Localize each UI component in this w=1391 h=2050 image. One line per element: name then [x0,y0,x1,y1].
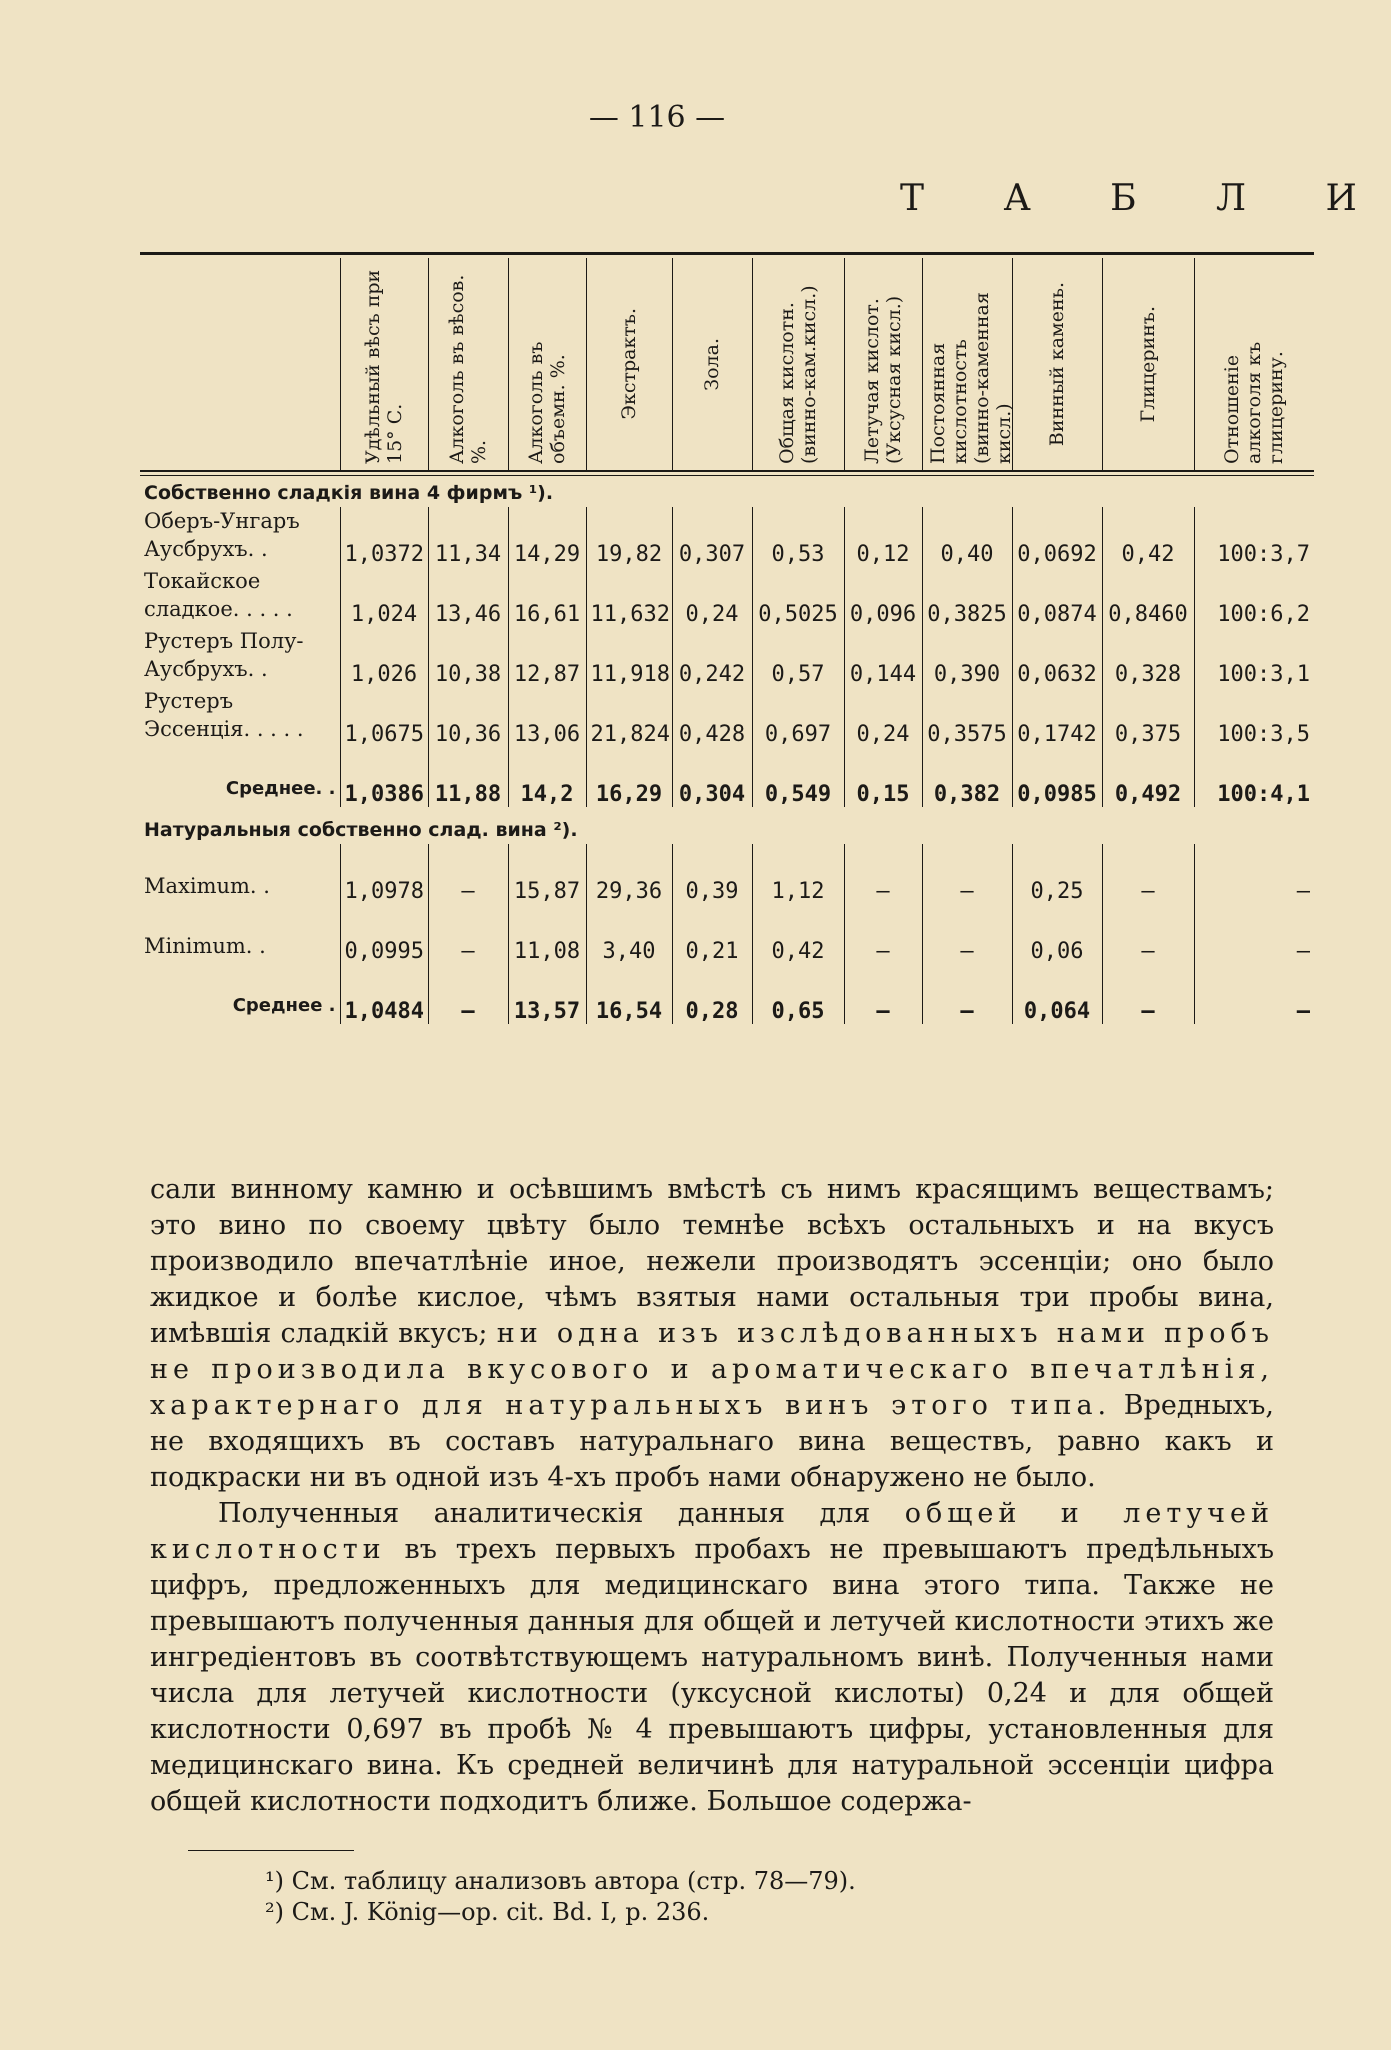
table-cell: 0,5025 [752,567,844,627]
header-label: Постоянная кислотность (винно-каменная кисл.) [926,292,1015,464]
table-cell: 0,06 [1012,904,1102,964]
table-cell: 0,0692 [1012,507,1102,567]
table-cell: — [428,844,508,904]
table-cell: 0,382 [922,747,1012,807]
table-row [140,904,1314,964]
analysis-table [140,258,1314,1024]
row-label: Рустеръ Эссенція. . . . . [144,689,304,741]
page-number: — 116 — [588,100,726,135]
table-cell: — [1194,844,1314,904]
table-cell: 0,375 [1102,687,1194,747]
table-cell: 11,918 [586,627,672,687]
section-2-label: Натуральныя собственно слад. вина ²). [144,819,578,841]
table-cell: — [922,964,1012,1024]
section-1-label: Собственно сладкія вина 4 фирмъ ¹). [144,482,554,504]
table-cell: 0,8460 [1102,567,1194,627]
table-cell: 14,2 [508,747,586,807]
paragraph-1-text-b: Вредныхъ, не входящихъ въ составъ натуральнаго вина веществъ, равно какъ и подкраски ни въ одной изъ 4-хъ пробъ нами обнаружено не было. [150,1390,1274,1493]
row-label: Среднее . [232,995,336,1016]
table-cell: 14,29 [508,507,586,567]
table-cell: 29,36 [586,844,672,904]
header-label: Алкоголь въ объемн. %. [525,341,569,464]
table-cell: — [844,844,922,904]
table-cell: 1,0978 [340,844,428,904]
table-cell: 15,87 [508,844,586,904]
table-cell: — [1102,904,1194,964]
table-cell: 0,57 [752,627,844,687]
paragraph-2-text-b: въ трехъ первыхъ пробахъ не превышаютъ предѣльныхъ цифръ, предложенныхъ для медицинскаго вина этого типа. Также не превышаютъ полученныя данныя для общей и летучей кислотности этихъ же ингредіентовъ въ соотвѣтствующемъ натуральномъ винѣ. Полученныя нами числа для летучей кислотности (уксусной кислоты) 0,24 и для общей кислотности 0,697 въ пробѣ № 4 превышаютъ цифры, установленныя для медицинскаго вина. Къ средней величинѣ для натуральной эссенціи цифра общей кислотности подходитъ ближе. Большое содержа- [150,1534,1274,1817]
average-row [140,747,1314,807]
table-cell: — [428,964,508,1024]
table-cell: 1,024 [340,567,428,627]
table-cell: 13,46 [428,567,508,627]
table-cell: 0,144 [844,627,922,687]
table-row [140,567,1314,627]
table-cell: 0,21 [672,904,752,964]
header-specific-gravity [340,258,428,470]
table-cell: 0,65 [752,964,844,1024]
table-cell: 0,549 [752,747,844,807]
table-cell: 0,328 [1102,627,1194,687]
table-cell: 21,824 [586,687,672,747]
body-text [150,1172,1274,1820]
table-cell: 3,40 [586,904,672,964]
header-label: Отношеніе алкоголя къ глицерину. [1221,341,1288,464]
table-cell: — [922,904,1012,964]
table-row [140,844,1314,904]
table-cell: 11,88 [428,747,508,807]
table-row [140,507,1314,567]
spacer-row [140,807,1314,817]
table-cell: 10,38 [428,627,508,687]
table-cell: 16,29 [586,747,672,807]
table-cell: 11,632 [586,567,672,627]
header-label: Удѣльный вѣсъ при 15° С. [362,269,406,464]
header-fixed-acidity [922,258,1015,470]
header-blank [140,258,340,470]
table-cell: 13,06 [508,687,586,747]
table-cell: 0,1742 [1012,687,1102,747]
row-label: Maximum. . [144,874,270,898]
table-cell: 1,0372 [340,507,428,567]
header-volatile-acidity [844,258,922,470]
table-cell: 16,54 [586,964,672,1024]
table-cell: — [1194,964,1314,1024]
header-total-acidity [752,258,844,470]
table-cell: 0,28 [672,964,752,1024]
table-cell: 0,697 [752,687,844,747]
row-label: Токайское сладкое. . . . . [144,569,293,621]
header-ash [672,258,752,470]
table-cell: 0,0995 [340,904,428,964]
footnote-2: ²) См. J. König—op. cit. Bd. I, p. 236. [265,1898,710,1926]
header-label: Летучая кислот. (Уксусная кисл.) [861,295,905,464]
footnotes [265,1866,856,1928]
table-cell: 1,0484 [340,964,428,1024]
header-ratio [1194,258,1314,470]
header-alcohol-volume [508,258,586,470]
table-title: Т А Б Л И [900,178,1391,219]
paragraph-2-text-a: Полученныя аналитическія данныя для [218,1498,871,1529]
footnote-1: ¹) См. таблицу анализовъ автора (стр. 78—79). [265,1867,856,1895]
table-cell: 100:3,1 [1194,627,1314,687]
spacer-row [140,470,1314,480]
table-cell: 11,08 [508,904,586,964]
table-cell: 0,42 [1102,507,1194,567]
header-row [140,258,1314,470]
table-cell: 100:4,1 [1194,747,1314,807]
table-cell: 0,40 [922,507,1012,567]
table-cell: 0,242 [672,627,752,687]
header-label: Экстрактъ. [618,308,640,420]
table-cell: 0,15 [844,747,922,807]
paragraph-2 [150,1496,1274,1820]
table-cell: 0,390 [922,627,1012,687]
table-cell: 0,25 [1012,844,1102,904]
footnote-rule [188,1850,354,1851]
table-cell: 0,53 [752,507,844,567]
average-row [140,964,1314,1024]
table-cell: 1,12 [752,844,844,904]
header-label: Общая кислотн. (винно-кам.кисл.) [776,285,820,464]
table-cell: 16,61 [508,567,586,627]
section-heading-row [140,480,1314,507]
paragraph-1-text-a: сали винному камню и осѣвшимъ вмѣстѣ съ нимъ красящимъ веществамъ; это вино по своему цвѣту было темнѣе всѣхъ остальныхъ и на вкусъ производило впечатлѣніе иное, нежели производятъ эссенціи; оно было жидкое и болѣе кислое, чѣмъ взятыя нами остальныя три пробы вина, имѣвшія сладкій вкусъ; [150,1174,1274,1349]
table-cell: 10,36 [428,687,508,747]
header-label: Винный камень. [1046,281,1068,447]
table-cell: — [1102,964,1194,1024]
table-cell: — [844,904,922,964]
paragraph-1-spaced-text: ни одна изъ изслѣдованныхъ нами пробъ не производила вкусового и ароматическаго впечатлѣнія, характернаго для натуральныхъ винъ этого типа. [150,1318,1274,1421]
table-cell: 0,428 [672,687,752,747]
table-cell: 13,57 [508,964,586,1024]
table-cell: 19,82 [586,507,672,567]
table-top-rule [140,252,1314,255]
table-cell: — [428,904,508,964]
header-extract [586,258,672,470]
spacer-cell [140,470,1314,480]
section-heading-row [140,817,1314,844]
table-row [140,687,1314,747]
table-cell: 0,307 [672,507,752,567]
table-cell: 0,0874 [1012,567,1102,627]
table-cell: 1,026 [340,627,428,687]
header-alcohol-weight [428,258,508,470]
table-cell: 100:3,7 [1194,507,1314,567]
table-cell: 0,3825 [922,567,1012,627]
table-cell: 0,39 [672,844,752,904]
table-cell: 0,0985 [1012,747,1102,807]
table-cell: 11,34 [428,507,508,567]
section-2-rows [140,844,1314,1024]
table-cell: 12,87 [508,627,586,687]
table-cell: 0,42 [752,904,844,964]
table-cell: 1,0675 [340,687,428,747]
table-cell: 0,492 [1102,747,1194,807]
paragraph-2-spaced-text: общей и летучей кислотности [150,1498,1274,1565]
table-cell: 0,096 [844,567,922,627]
table-cell: — [922,844,1012,904]
row-label: Среднее. . [225,778,336,799]
table-cell: 0,304 [672,747,752,807]
table-row [140,627,1314,687]
header-glycerin [1102,258,1194,470]
spacer-cell [140,807,1314,817]
header-tartar [1012,258,1102,470]
row-label: Оберъ-Унгаръ Аусбрухъ. . [144,509,300,561]
table-cell: 0,24 [672,567,752,627]
header-label: Зола. [701,337,723,391]
header-label: Глицеринъ. [1137,305,1159,423]
table-cell: — [1194,904,1314,964]
table-cell: 100:3,5 [1194,687,1314,747]
table-cell: 100:6,2 [1194,567,1314,627]
table-cell: 0,24 [844,687,922,747]
row-label: Рустеръ Полу-Аусбрухъ. . [144,629,304,681]
table-cell: 0,3575 [922,687,1012,747]
paragraph-1 [150,1172,1274,1496]
row-label: Minimum. . [144,934,266,958]
table-cell: — [844,964,922,1024]
table-cell: 0,0632 [1012,627,1102,687]
table-cell: — [1102,844,1194,904]
section-1-rows [140,507,1314,807]
table-cell: 0,064 [1012,964,1102,1024]
table-cell: 0,12 [844,507,922,567]
header-label: Алкоголь въ вѣсов. %. [446,274,490,464]
table-cell: 1,0386 [340,747,428,807]
